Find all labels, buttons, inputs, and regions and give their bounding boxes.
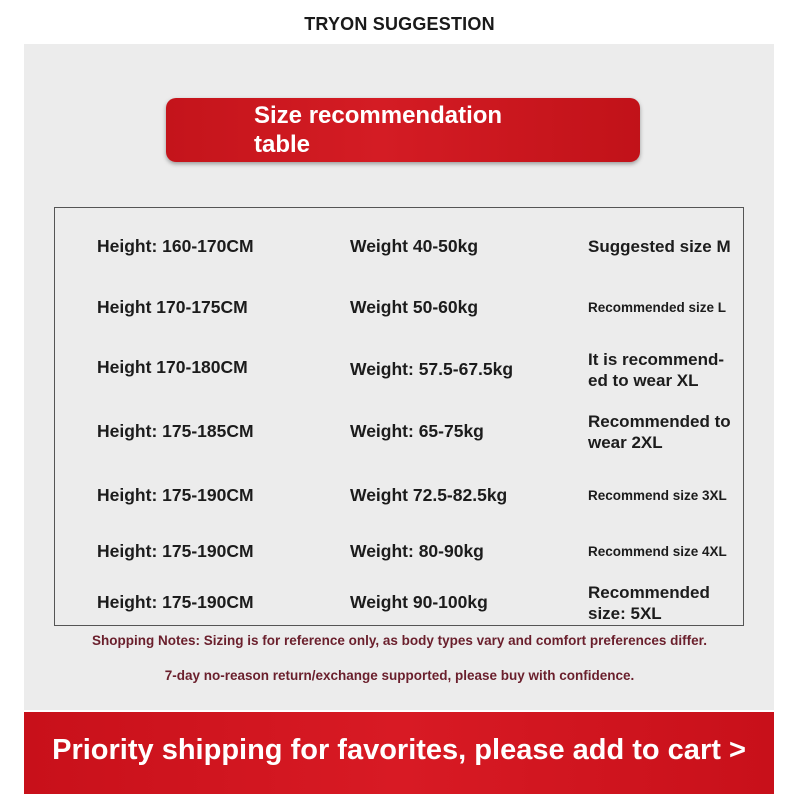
weight-range: Weight: 80-90kg [350, 541, 484, 561]
size-suggestion: Recommend size 3XL [588, 488, 727, 503]
size-table-header-banner [166, 98, 640, 162]
height-range: Height: 175-185CM [97, 421, 254, 441]
page-title: TRYON SUGGESTION [304, 14, 495, 34]
size-suggestion: Recommended size: 5XL [588, 583, 710, 623]
height-range: Height 170-175CM [97, 297, 248, 317]
add-to-cart-label: Priority shipping for favorites, please add to cart > [52, 734, 746, 766]
height-range: Height 170-180CM [97, 357, 248, 377]
height-range: Height: 175-190CM [97, 592, 254, 612]
size-table-title: Size recommendation table [254, 102, 503, 158]
size-suggestion: Recommend size 4XL [588, 544, 727, 559]
height-range: Height: 175-190CM [97, 541, 254, 561]
weight-range: Weight 90-100kg [350, 592, 488, 612]
weight-range: Weight 40-50kg [350, 236, 479, 256]
return-policy-note: 7-day no-reason return/exchange supported, please buy with confidence. [164, 668, 635, 683]
size-suggestion: Suggested size M [588, 237, 731, 256]
add-to-cart-banner[interactable] [24, 712, 774, 794]
height-range: Height: 160-170CM [97, 236, 254, 256]
size-recommendation-table [54, 207, 744, 626]
weight-range: Weight: 65-75kg [350, 421, 484, 441]
size-suggestion: It is recommend-ed to wear XL [588, 350, 725, 390]
weight-range: Weight 50-60kg [350, 297, 479, 317]
height-range: Height: 175-190CM [97, 485, 254, 505]
shopping-note: Shopping Notes: Sizing is for reference only, as body types vary and comfort preferences differ. [92, 633, 707, 648]
weight-range: Weight: 57.5-67.5kg [350, 359, 514, 379]
size-suggestion: Recommended to wear 2XL [588, 412, 731, 452]
weight-range: Weight 72.5-82.5kg [350, 485, 508, 505]
size-suggestion: Recommended size L [588, 300, 727, 315]
